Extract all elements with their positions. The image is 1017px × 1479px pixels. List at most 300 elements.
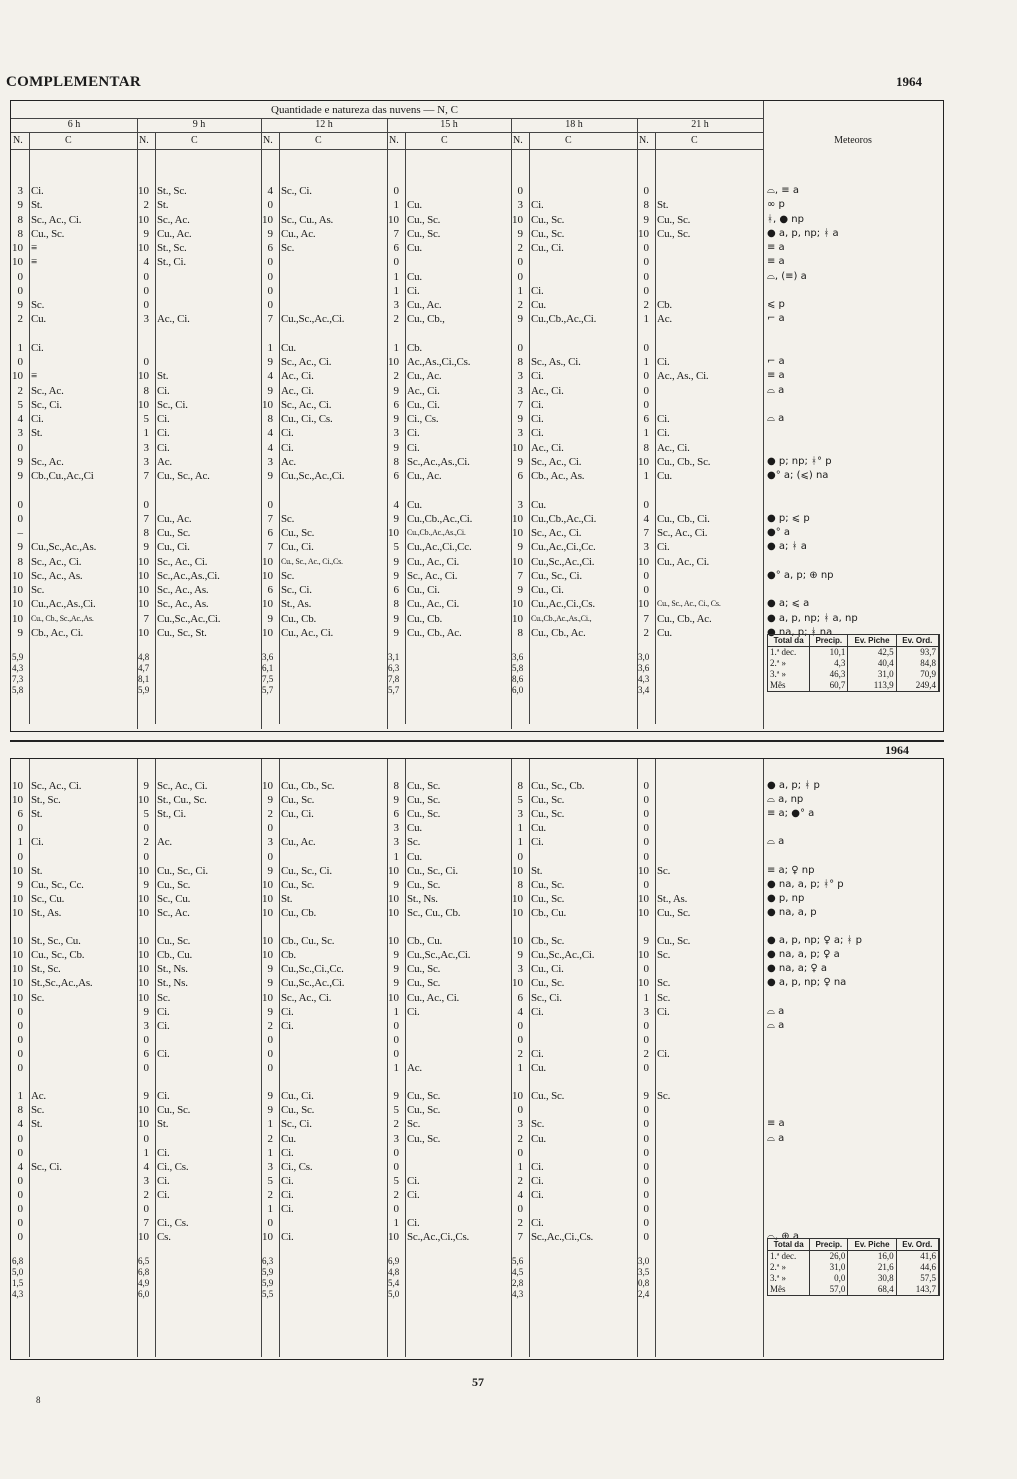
table-row [11,569,941,583]
totals-header: Ev. Ord. [896,635,938,647]
cloud-amount: 0 [643,256,649,269]
table-row [11,441,941,455]
cloud-amount: 10 [638,977,649,990]
cloud-amount: 9 [267,227,273,240]
cloud-type: Ci. [157,1019,170,1032]
meteoros-cell: ● a, p, np; ᚼ a, np [767,612,858,624]
totals-cell: 16,0 [848,1251,896,1263]
table-row [11,1047,941,1061]
cloud-amount: 4 [17,413,23,425]
totals-cell: 93,7 [896,647,938,659]
cloud-amount: 9 [393,949,399,962]
cloud-amount: 10 [138,977,149,990]
meteoros-cell: ⌓, ⊕ a [767,1231,799,1243]
cloud-amount: 0 [17,1033,23,1046]
cloud-amount: 2 [517,1132,523,1145]
cloud-amount: 10 [12,569,23,582]
totals-cell: 68,4 [848,1284,896,1295]
cloud-amount: 0 [643,370,649,383]
cloud-type: St. [31,864,43,877]
cloud-type: Cu., Cb., Sc. [281,780,335,792]
cloud-type: Cu., Sc. [407,794,441,807]
totals-cell: 41,6 [896,1251,938,1263]
cloud-amount: 3 [393,299,399,311]
cloud-amount: 8 [517,878,523,891]
cloud-amount: 7 [267,541,273,554]
cloud-amount: 1 [643,356,649,368]
cloud-amount: 9 [267,963,273,976]
table-row [11,398,941,412]
cloud-type: Cu., Sc. [407,213,441,226]
totals-cell: 44,6 [896,1262,938,1273]
cloud-amount: 2 [517,242,523,254]
cloud-amount: 6 [517,470,523,482]
totals-header: Ev. Piche [848,635,896,647]
mean-value: 3,6 [512,652,524,662]
cloud-amount: 0 [643,808,649,821]
cloud-type: Cu., Sc. [407,1104,441,1117]
cloud-type: Cu., Sc. [407,227,441,240]
cloud-amount: 10 [138,569,149,582]
cloud-type: Cu.,Sc.,Ac.,Ci. [281,977,345,990]
cloud-type: Cu., Ci. [281,808,314,821]
cloud-type: Cu., Ac., Ci. [407,991,460,1004]
cloud-amount: 1 [393,199,399,212]
cloud-type: Ci. [531,1188,544,1201]
cloud-type: Sc., Ac., Ci. [281,356,332,368]
cloud-type: Cb. [657,299,672,311]
cloud-amount: 10 [138,370,149,383]
cloud-type: Sc., Ac. [157,906,190,919]
cloud-amount: 10 [262,906,273,919]
cloud-amount: 10 [12,864,23,877]
cloud-type: Cu., Sc. [407,1090,441,1103]
cloud-type: St., Ci. [157,808,186,821]
cloud-type: Sc. [281,512,295,525]
cloud-type: Sc.,Ac.,Ci.,Cs. [531,1231,594,1244]
meteoros-cell: ≡ a; ●° a [767,808,815,820]
cloud-type: Cu., Sc. [281,1104,315,1117]
cloud-type: Ci. [657,427,670,440]
cloud-type: Cu., Sc. [407,963,441,976]
mean-value: 5,7 [388,685,400,695]
n-header: N. [139,135,149,146]
cloud-amount: 9 [393,794,399,807]
cloud-type: St.,Sc.,Ac.,As. [31,977,93,990]
cloud-type: Ci. [531,427,544,440]
cloud-amount: 4 [517,1188,523,1201]
cloud-type: Cu., Ac., Ci. [407,555,460,568]
totals-cell: 31,0 [848,669,896,680]
table-row [11,1075,941,1089]
meteoros-cell: ⌓ a [767,1005,785,1017]
cloud-amount: 0 [267,1047,273,1060]
cloud-type: Cu. [407,242,422,254]
cloud-type: Ci. [407,427,420,440]
cloud-amount: 1 [393,850,399,863]
cloud-amount: 7 [643,527,649,539]
cloud-amount: 7 [517,569,523,582]
mean-row [11,1256,761,1267]
cloud-amount: 1 [17,341,23,354]
cloud-amount: 8 [143,384,149,397]
cloud-type: Sc. [407,1118,421,1131]
cloud-type: Ci. [31,341,44,354]
cloud-amount: 0 [17,850,23,863]
cloud-amount: 8 [267,413,273,425]
cloud-amount: 0 [17,1231,23,1244]
cloud-type: Cu., Sc., Ci. [531,569,582,582]
cloud-type: Ac. [407,1062,422,1074]
mean-value: 5,9 [262,1267,274,1278]
cloud-amount: 0 [17,1062,23,1074]
cloud-amount: 0 [517,1104,523,1117]
cloud-amount: 9 [393,878,399,891]
cloud-amount: 10 [12,977,23,990]
cloud-type: Sc. [531,1118,545,1131]
mean-value: 4,3 [12,1289,24,1300]
cloud-amount: 0 [643,1132,649,1145]
totals-cell: 57,0 [810,1284,848,1295]
cloud-type: Sc., Ac., Ci. [31,213,82,226]
cloud-amount: 2 [517,299,523,311]
table-row [11,1132,941,1146]
table-row [11,341,941,355]
cloud-type: Cu., Cb., [407,313,445,326]
cloud-type: Ci. [531,199,544,212]
cloud-amount: 0 [643,284,649,297]
table-row [11,1174,941,1188]
mean-value: 4,7 [138,663,150,673]
cloud-amount: 0 [17,1005,23,1018]
totals-cell: 31,0 [810,1262,848,1273]
meteoros-cell: ⌓ a [767,384,785,396]
cloud-type: Ci. [407,441,420,454]
meteoros-cell: ≡ a [767,370,785,382]
cloud-type: Cu., Cb., Sc. [657,455,711,468]
cloud-type: Cu., Sc. [531,213,565,226]
meteoros-cell: ≡ a [767,256,785,268]
mean-value: 5,9 [138,685,150,695]
cloud-amount: 0 [143,822,149,835]
cloud-amount: 0 [643,270,649,283]
cloud-type: Cu., Sc. [157,935,191,948]
cloud-type: Ac. [157,836,172,849]
table-row [11,184,941,198]
cloud-type: Cu., Ci. [531,242,564,254]
cloud-amount: 0 [267,1033,273,1046]
cloud-type: Cu., Sc., Cb. [31,949,85,962]
table-row [11,298,941,312]
cloud-type: St. [657,199,669,212]
table-row [11,878,941,892]
cloud-amount: 0 [267,822,273,835]
cloud-type: Cu., Cb., Sc.,Ac.,As. [31,613,94,623]
table-row [11,962,941,976]
cloud-amount: 3 [643,1005,649,1018]
cloud-type: Cu., Cb. [407,612,443,625]
cloud-type: Sc., Cu., As. [281,213,334,226]
mean-value: 6,0 [138,1289,150,1300]
cloud-amount: 0 [267,1217,273,1230]
mean-value: 7,8 [388,674,400,684]
cloud-type: Cu., Cb. [281,612,317,625]
cloud-type: Ci. [281,1174,294,1187]
cloud-amount: 10 [512,512,523,525]
totals-cell: 46,3 [810,669,848,680]
cloud-amount: 0 [143,1203,149,1215]
cloud-type: Cu.,Sc.,Ac.,Ci. [531,555,595,568]
header-year: 1964 [896,74,922,89]
cloud-type: Ci. [657,413,670,425]
table-row [11,1160,941,1174]
cloud-amount: 3 [393,427,399,440]
cloud-amount: 2 [267,1132,273,1145]
cloud-type: Cu., Sc. [281,794,315,807]
n-header: N. [639,135,649,146]
mean-value: 6,5 [138,1256,150,1267]
cloud-type: Cu., Ac. [281,227,316,240]
cloud-amount: 1 [643,991,649,1004]
mean-row [11,663,761,674]
totals-table [767,634,940,692]
cloud-type: Ci. [531,413,544,425]
totals-cell: 30,8 [848,1273,896,1284]
cloud-amount: 10 [138,991,149,1004]
cloud-amount: 10 [138,584,149,596]
cloud-type: Ci. [531,836,544,849]
cloud-amount: 9 [17,470,23,482]
cloud-amount: 6 [643,413,649,425]
cloud-amount: 3 [393,822,399,835]
totals-cell: 0,0 [810,1273,848,1284]
cloud-amount: 7 [393,227,399,240]
cloud-amount: 10 [12,370,23,383]
cloud-amount: 0 [517,270,523,283]
totals-cell: Mês [768,680,810,691]
cloud-amount: 10 [512,527,523,539]
cloud-amount: 9 [393,977,399,990]
mean-value: 8,1 [138,674,150,684]
cloud-amount: 5 [393,1104,399,1117]
cloud-amount: 10 [512,906,523,919]
cloud-type: Sc., Cu. [157,892,191,905]
cloud-amount: 6 [393,584,399,596]
table-row [11,864,941,878]
cloud-amount: 10 [12,584,23,596]
cloud-type: ≡ [31,370,38,383]
mean-value: 4,3 [12,663,24,673]
cloud-type: Sc. [31,299,45,311]
cloud-amount: 9 [17,455,23,468]
cloud-amount: 10 [12,906,23,919]
cloud-amount: 2 [267,1019,273,1032]
meteoros-cell: ∞ p [767,199,785,211]
cloud-type: Sc. [281,242,295,254]
table-row [11,1146,941,1160]
cloud-amount: 0 [143,850,149,863]
cloud-type: Cu.,Ac.,Ci.,Cc. [407,541,472,554]
cloud-amount: 2 [143,1188,149,1201]
cloud-amount: 0 [17,512,23,525]
cloud-type: Cu., Ac., Ci. [407,598,460,611]
cloud-amount: 0 [643,569,649,582]
cloud-amount: 9 [517,949,523,962]
cloud-amount: 3 [517,808,523,821]
cloud-amount: 3 [143,455,149,468]
cloud-amount: 7 [643,612,649,625]
cloud-type: Cu., Sc., Ac., Ci.,Cs. [281,556,343,566]
cloud-amount: 6 [517,991,523,1004]
cloud-amount: 10 [512,892,523,905]
table-row [11,227,941,241]
totals-cell: 10,1 [810,647,848,659]
cloud-amount: 0 [393,1146,399,1159]
cloud-amount: 10 [138,555,149,568]
cloud-amount: 2 [393,1118,399,1131]
mean-value: 4,9 [138,1278,150,1289]
cloud-amount: 4 [143,1160,149,1173]
table-row [11,1202,941,1216]
cloud-type: Ci. [281,1005,294,1018]
cloud-amount: 6 [393,398,399,411]
cloud-amount: 0 [393,185,399,197]
cloud-amount: 10 [388,935,399,948]
cloud-amount: 4 [267,370,273,383]
cloud-type: Cu., Sc., St. [157,626,207,639]
cloud-type: Ci., Cs. [407,413,439,425]
cloud-type: Cu. [407,850,422,863]
cloud-amount: 0 [643,1146,649,1159]
cloud-amount: 10 [638,892,649,905]
cloud-amount: 8 [393,598,399,611]
cloud-type: Cu., Ci. [407,584,440,596]
cloud-amount: 4 [17,1118,23,1131]
cloud-amount: 4 [393,498,399,511]
table-row [11,793,941,807]
cloud-amount: 10 [638,598,649,611]
meteoros-cell: ● a, p, np; ♀ a; ᚼ p [767,935,863,947]
cloud-amount: 0 [643,341,649,354]
cloud-amount: 4 [267,441,273,454]
cloud-amount: – [17,527,23,539]
cloud-amount: 9 [517,541,523,554]
cloud-amount: 10 [12,935,23,948]
table-row [11,1033,941,1047]
cloud-type: Sc., Ac., Ci. [281,398,332,411]
cloud-type: Cb., Ac., As. [531,470,585,482]
table-row [11,198,941,212]
cloud-type: Cu., Sc. [281,527,315,539]
cloud-type: Ci. [157,1146,170,1159]
mean-value: 6,1 [262,663,274,673]
cloud-type: Cu., Sc. [407,808,441,821]
cloud-amount: 7 [267,313,273,326]
table-row [11,1089,941,1103]
header-left-title: COMPLEMENTAR [6,74,141,90]
cloud-amount: 10 [262,892,273,905]
cloud-amount: 3 [643,541,649,554]
cloud-amount: 1 [517,284,523,297]
cloud-amount: 5 [143,413,149,425]
meteoros-cell: ⌓, ≡ a [767,185,799,196]
cloud-type: Ci. [157,427,170,440]
cloud-amount: 0 [643,1019,649,1032]
meteoros-cell: ● a; ⩽ a [767,598,810,610]
cloud-type: Cu.,Sc.,Ac.,Ci. [531,949,595,962]
cloud-amount: 2 [643,626,649,639]
meteoros-cell: ● na, a, p; ᚼ° p [767,878,844,890]
cloud-amount: 0 [517,185,523,197]
cloud-amount: 3 [267,1160,273,1173]
cloud-type: Ci. [531,1005,544,1018]
cloud-amount: 6 [143,1047,149,1060]
mean-value: 3,0 [638,652,650,662]
cloud-amount: 10 [138,892,149,905]
cloud-amount: 4 [17,1160,23,1173]
c-header: C [315,135,322,146]
table-row [11,892,941,906]
cloud-type: Cb., Ac., Ci. [31,626,84,639]
cloud-type: Ci. [31,413,44,425]
totals-row [768,1273,939,1284]
cloud-type: St. [31,199,43,212]
cloud-type: Cu. [407,270,422,283]
cloud-amount: 0 [393,256,399,269]
meteoros-cell: ≡ a [767,1118,785,1130]
cloud-type: Cb., Cu., Sc. [281,935,335,948]
cloud-amount: 9 [393,413,399,425]
mean-value: 2,4 [638,1289,650,1300]
mean-value: 4,8 [138,652,150,662]
cloud-type: Cu., Sc. [657,213,691,226]
cloud-type: ≡ [31,256,38,269]
cloud-amount: 2 [517,1174,523,1187]
meteoros-cell: ●° a, p; ⊕ np [767,569,834,581]
meteoros-cell: ᚼ, ● np [767,213,804,225]
cloud-amount: 3 [17,185,23,197]
cloud-type: Ci., Cs. [157,1217,189,1230]
cloud-amount: 0 [17,1132,23,1145]
meteoros-cell: ● na, a; ♀ a [767,963,828,975]
cloud-type: Ac., Ci. [281,370,314,383]
cloud-amount: 0 [643,242,649,254]
cloud-type: Cu.,Cb.,Ac.,As.,Ci., [531,613,592,623]
cloud-type: St. [157,370,169,383]
cloud-amount: 0 [393,1019,399,1032]
cloud-type: Cu. [407,822,422,835]
cloud-type: Cu. [531,1062,546,1074]
mean-value: 4,8 [388,1267,400,1278]
cloud-type: Cu., Sc. [657,227,691,240]
cloud-amount: 0 [17,1188,23,1201]
cloud-type: Cu., Sc. [407,1132,441,1145]
cloud-type: St., Sc. [157,185,187,197]
cloud-type: Cb., Cu. [531,906,567,919]
table-row [11,612,941,626]
meteoros-cell: ●° a [767,527,791,538]
cloud-amount: 1 [517,1062,523,1074]
cloud-amount: 10 [388,991,399,1004]
cloud-amount: 10 [512,864,523,877]
totals-cell: 1.ª dec. [768,1251,810,1263]
mean-value: 5,8 [12,685,24,695]
cloud-type: Ac., As., Ci. [657,370,709,383]
cloud-amount: 5 [517,794,523,807]
cloud-type: Ac. [31,1090,46,1103]
cloud-type: Cu., Ac. [407,470,442,482]
cloud-amount: 7 [143,612,149,625]
